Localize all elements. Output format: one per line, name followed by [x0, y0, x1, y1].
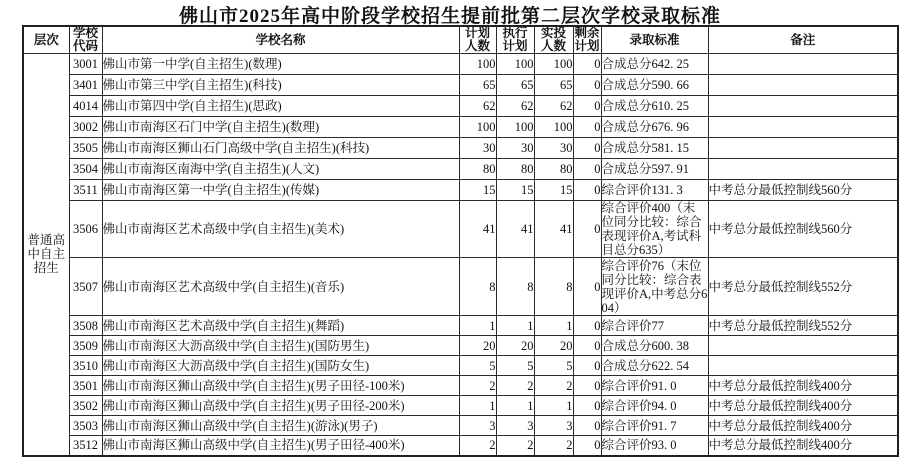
- cell-exec-plan: 1: [496, 316, 534, 336]
- header-admission-standard: 录取标准: [601, 26, 708, 54]
- cell-school-code: 3505: [69, 138, 102, 159]
- cell-note: [708, 117, 898, 138]
- cell-exec-plan: 1: [496, 396, 534, 416]
- table-row: [23, 117, 898, 138]
- table-row: [23, 396, 898, 416]
- cell-school-name: 佛山市南海区狮山高级中学(自主招生)(游泳)(男子): [102, 416, 459, 436]
- cell-school-code: 3507: [69, 258, 102, 316]
- table-row: [23, 54, 898, 75]
- cell-plan-count: 1: [459, 396, 496, 416]
- cell-remaining-plan: 0: [573, 436, 601, 456]
- header-school-name: 学校名称: [102, 26, 459, 54]
- cell-note: 中考总分最低控制线560分: [708, 180, 898, 201]
- cell-admission-standard: 合成总分642. 25: [601, 54, 708, 75]
- admission-standards-table: [22, 25, 899, 457]
- cell-actual-count: 100: [534, 117, 573, 138]
- cell-remaining-plan: 0: [573, 316, 601, 336]
- cell-note: 中考总分最低控制线400分: [708, 376, 898, 396]
- cell-admission-standard: 综合评价93. 0: [601, 436, 708, 456]
- cell-admission-standard: 综合评价94. 0: [601, 396, 708, 416]
- cell-actual-count: 5: [534, 356, 573, 376]
- cell-school-code: 3503: [69, 416, 102, 436]
- cell-remaining-plan: 0: [573, 336, 601, 356]
- cell-actual-count: 30: [534, 138, 573, 159]
- cell-actual-count: 65: [534, 75, 573, 96]
- cell-plan-count: 5: [459, 356, 496, 376]
- cell-admission-standard: 合成总分622. 54: [601, 356, 708, 376]
- cell-school-code: 3001: [69, 54, 102, 75]
- cell-plan-count: 2: [459, 376, 496, 396]
- cell-school-name: 佛山市南海区大沥高级中学(自主招生)(国防男生): [102, 336, 459, 356]
- cell-admission-standard: 综合评价76（末位同分比较：综合表现评价A,中考总分604）: [601, 258, 708, 315]
- table-row: [23, 138, 898, 159]
- page-title: 佛山市2025年高中阶段学校招生提前批第二层次学校录取标准: [178, 6, 721, 27]
- cell-actual-count: 100: [534, 54, 573, 75]
- cell-school-name: 佛山市南海区艺术高级中学(自主招生)(音乐): [102, 258, 459, 316]
- cell-actual-count: 2: [534, 436, 573, 456]
- cell-school-code: 3401: [69, 75, 102, 96]
- cell-school-name: 佛山市南海区狮山高级中学(自主招生)(男子田径-100米): [102, 376, 459, 396]
- cell-admission-standard: 合成总分610. 25: [601, 96, 708, 117]
- cell-exec-plan: 41: [496, 201, 534, 258]
- cell-plan-count: 100: [459, 117, 496, 138]
- cell-school-code: 3510: [69, 356, 102, 376]
- cell-school-name: 佛山市南海区狮山高级中学(自主招生)(男子田径-400米): [102, 436, 459, 456]
- cell-school-name: 佛山市第三中学(自主招生)(科技): [102, 75, 459, 96]
- cell-school-code: 3511: [69, 180, 102, 201]
- table-row: [23, 180, 898, 201]
- cell-admission-standard: 合成总分581. 15: [601, 138, 708, 159]
- cell-exec-plan: 62: [496, 96, 534, 117]
- cell-exec-plan: 30: [496, 138, 534, 159]
- cell-school-name: 佛山市南海区石门中学(自主招生)(数理): [102, 117, 459, 138]
- cell-exec-plan: 3: [496, 416, 534, 436]
- table-row: [23, 416, 898, 436]
- cell-plan-count: 65: [459, 75, 496, 96]
- cell-remaining-plan: 0: [573, 117, 601, 138]
- cell-actual-count: 3: [534, 416, 573, 436]
- table-row: [23, 336, 898, 356]
- cell-exec-plan: 2: [496, 436, 534, 456]
- cell-remaining-plan: 0: [573, 138, 601, 159]
- cell-note: [708, 75, 898, 96]
- cell-plan-count: 20: [459, 336, 496, 356]
- cell-exec-plan: 15: [496, 180, 534, 201]
- table-row: [23, 376, 898, 396]
- cell-school-code: 3502: [69, 396, 102, 416]
- cell-school-name: 佛山市南海区艺术高级中学(自主招生)(美术): [102, 201, 459, 258]
- header-actual-count: 实投人数: [534, 26, 573, 54]
- cell-plan-count: 100: [459, 54, 496, 75]
- cell-admission-standard: 合成总分600. 38: [601, 336, 708, 356]
- cell-exec-plan: 65: [496, 75, 534, 96]
- header-exec-plan: 执行计划: [496, 26, 534, 54]
- cell-school-name: 佛山市第一中学(自主招生)(数理): [102, 54, 459, 75]
- cell-admission-standard: 综合评价91. 0: [601, 376, 708, 396]
- cell-note: 中考总分最低控制线552分: [708, 258, 898, 316]
- cell-plan-count: 8: [459, 258, 496, 316]
- cell-admission-standard: 综合评价400（末位同分比较：综合表现评价A,考试科目总分635）: [601, 201, 708, 258]
- header-note: 备注: [708, 26, 898, 54]
- cell-exec-plan: 100: [496, 117, 534, 138]
- cell-admission-standard: 综合评价77: [601, 316, 708, 336]
- cell-school-name: 佛山市南海区南海中学(自主招生)(人文): [102, 159, 459, 180]
- cell-exec-plan: 8: [496, 258, 534, 316]
- cell-actual-count: 1: [534, 396, 573, 416]
- table-row: [23, 436, 898, 456]
- cell-school-code: 4014: [69, 96, 102, 117]
- cell-school-code: 3501: [69, 376, 102, 396]
- cell-school-code: 3509: [69, 336, 102, 356]
- cell-note: 中考总分最低控制线560分: [708, 201, 898, 258]
- cell-plan-count: 2: [459, 436, 496, 456]
- cell-admission-standard: 合成总分590. 66: [601, 75, 708, 96]
- cell-school-name: 佛山市南海区大沥高级中学(自主招生)(国防女生): [102, 356, 459, 376]
- level-label: 普通高中自主招生: [27, 233, 65, 276]
- cell-remaining-plan: 0: [573, 75, 601, 96]
- cell-remaining-plan: 0: [573, 54, 601, 75]
- cell-admission-standard: 综合评价91. 7: [601, 416, 708, 436]
- cell-actual-count: 41: [534, 201, 573, 258]
- cell-note: 中考总分最低控制线400分: [708, 396, 898, 416]
- cell-plan-count: 41: [459, 201, 496, 258]
- cell-note: 中考总分最低控制线400分: [708, 436, 898, 456]
- table-row: [23, 258, 898, 316]
- cell-school-code: 3002: [69, 117, 102, 138]
- cell-school-name: 佛山市南海区艺术高级中学(自主招生)(舞蹈): [102, 316, 459, 336]
- cell-school-code: 3512: [69, 436, 102, 456]
- cell-note: 中考总分最低控制线552分: [708, 316, 898, 336]
- cell-exec-plan: 2: [496, 376, 534, 396]
- cell-school-code: 3506: [69, 201, 102, 258]
- cell-actual-count: 15: [534, 180, 573, 201]
- cell-note: [708, 54, 898, 75]
- cell-actual-count: 62: [534, 96, 573, 117]
- header-remaining-plan: 剩余计划: [574, 26, 600, 53]
- cell-note: 中考总分最低控制线400分: [708, 416, 898, 436]
- cell-remaining-plan: 0: [573, 159, 601, 180]
- cell-school-name: 佛山市南海区狮山高级中学(自主招生)(男子田径-200米): [102, 396, 459, 416]
- cell-plan-count: 1: [459, 316, 496, 336]
- cell-actual-count: 2: [534, 376, 573, 396]
- table-row: [23, 75, 898, 96]
- cell-note: [708, 96, 898, 117]
- cell-note: [708, 356, 898, 376]
- cell-admission-standard: 综合评价131. 3: [601, 180, 708, 201]
- cell-remaining-plan: 0: [573, 356, 601, 376]
- cell-remaining-plan: 0: [573, 396, 601, 416]
- cell-school-code: 3504: [69, 159, 102, 180]
- table-row: [23, 96, 898, 117]
- cell-actual-count: 8: [534, 258, 573, 316]
- cell-actual-count: 1: [534, 316, 573, 336]
- table-header-row: [23, 26, 898, 54]
- cell-plan-count: 62: [459, 96, 496, 117]
- table-row: [23, 159, 898, 180]
- header-school-code: 学校代码: [69, 26, 102, 54]
- cell-exec-plan: 100: [496, 54, 534, 75]
- cell-remaining-plan: 0: [573, 201, 601, 258]
- cell-remaining-plan: 0: [573, 96, 601, 117]
- cell-admission-standard: 合成总分676. 96: [601, 117, 708, 138]
- cell-exec-plan: 20: [496, 336, 534, 356]
- cell-school-code: 3508: [69, 316, 102, 336]
- cell-school-name: 佛山市南海区第一中学(自主招生)(传媒): [102, 180, 459, 201]
- table-row: [23, 356, 898, 376]
- cell-exec-plan: 80: [496, 159, 534, 180]
- level-cell: [23, 54, 69, 456]
- cell-plan-count: 3: [459, 416, 496, 436]
- cell-note: [708, 336, 898, 356]
- table-row: [23, 316, 898, 336]
- cell-admission-standard: 合成总分597. 91: [601, 159, 708, 180]
- cell-remaining-plan: 0: [573, 180, 601, 201]
- table-row: [23, 201, 898, 258]
- cell-exec-plan: 5: [496, 356, 534, 376]
- cell-actual-count: 80: [534, 159, 573, 180]
- cell-plan-count: 15: [459, 180, 496, 201]
- cell-remaining-plan: 0: [573, 376, 601, 396]
- header-level: 层次: [23, 26, 69, 54]
- cell-remaining-plan: 0: [573, 258, 601, 316]
- cell-note: [708, 159, 898, 180]
- cell-school-name: 佛山市南海区狮山石门高级中学(自主招生)(科技): [102, 138, 459, 159]
- cell-note: [708, 138, 898, 159]
- cell-actual-count: 20: [534, 336, 573, 356]
- cell-school-name: 佛山市第四中学(自主招生)(思政): [102, 96, 459, 117]
- header-plan-count: 计划人数: [459, 26, 496, 54]
- cell-remaining-plan: 0: [573, 416, 601, 436]
- cell-plan-count: 30: [459, 138, 496, 159]
- cell-plan-count: 80: [459, 159, 496, 180]
